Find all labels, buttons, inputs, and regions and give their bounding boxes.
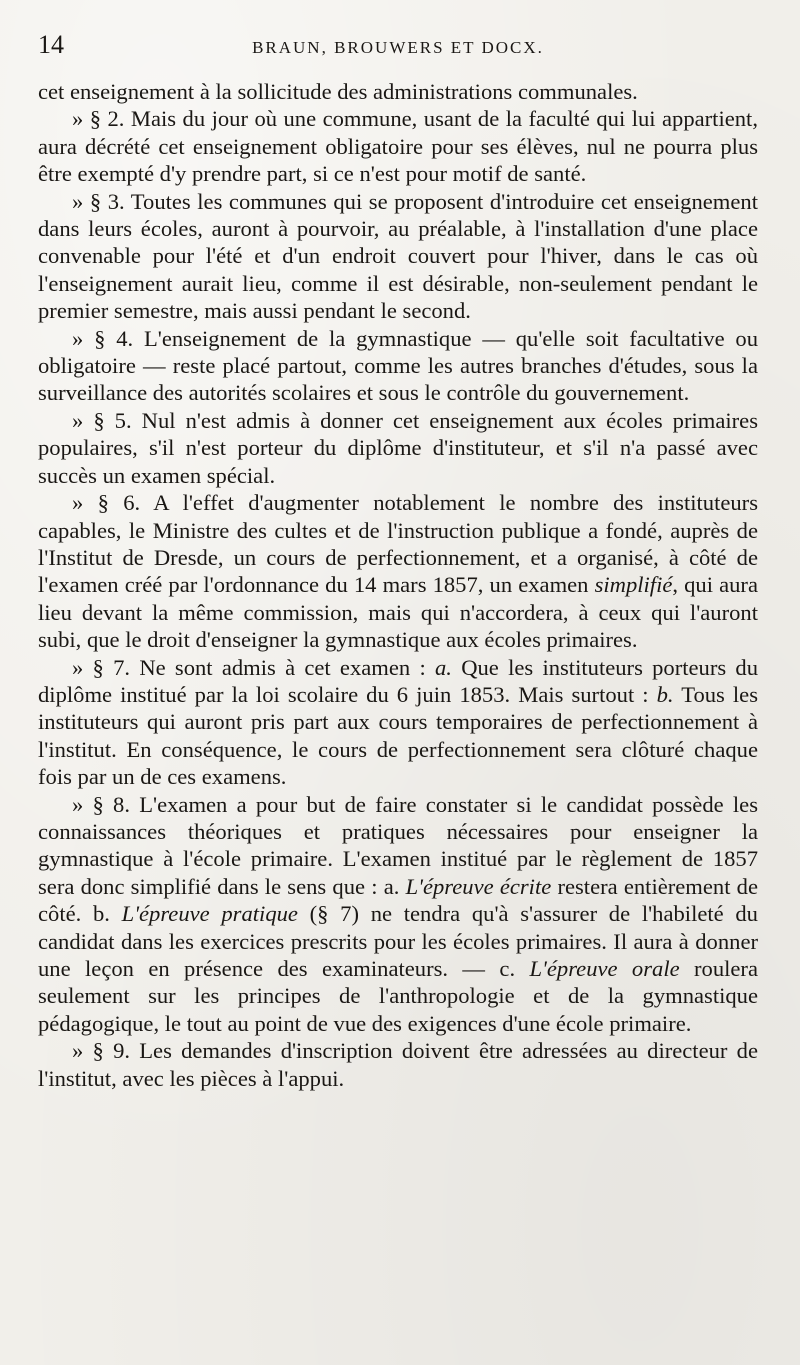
section-marker: » § 3. [72, 188, 125, 214]
paragraph-section-2 [38, 105, 758, 187]
section-marker: » § 5. [72, 407, 132, 433]
paragraph-text: Toutes les communes qui se proposent d'introduire cet enseignement dans leurs écoles, auront à pourvoir, au préalable, à l'installation d'une place convenable pour l'été et d'un endroit couvert pour l'hiver, dans le cas où l'enseignement aurait lieu, comme il est désirable, non-seulement pendant le premier semestre, mais aussi pendant le second. [38, 188, 758, 324]
paragraph-section-6 [38, 489, 758, 653]
paragraph-text: Mais du jour où une commune, usant de la faculté qui lui appartient, aura décrété cet enseignement obligatoire pour ses élèves, nul ne pourra plus être exempté d'y prendre part, si ce n'est pour motif de santé. [38, 106, 758, 187]
paragraph-text: (§ 7) ne tendra qu'à s'assurer de l'habileté du candidat dans les exercices prescrits pour les écoles primaires. Il aura à donner une leçon en présence des examinateurs. — c. [38, 901, 758, 981]
paragraph-text: Les demandes d'inscription doivent être adressées au directeur de l'institut, avec les pièces à l'appui. [38, 1038, 758, 1091]
section-marker: » § 2. [72, 106, 125, 132]
section-marker: » § 4. [72, 325, 134, 351]
italic-term: L'épreuve écrite [405, 873, 552, 899]
paragraph-section-9 [38, 1037, 758, 1092]
paragraph-text: Que les instituteurs porteurs du diplôme institué par la loi scolaire du 6 juin 1853. Mais surtout : [38, 654, 759, 707]
paragraph-text: Ne sont admis à cet examen : [130, 654, 435, 680]
italic-term: L'épreuve orale [529, 956, 680, 981]
paragraph-text: restera entièrement de côté. b. [38, 873, 758, 927]
section-marker: » § 9. [72, 1038, 131, 1064]
section-marker: » § 6. [72, 490, 141, 516]
paragraph-text: cet enseignement à la sollicitude des administrations communales. [38, 79, 638, 104]
italic-term: a. [434, 654, 452, 680]
paragraph-section-4 [38, 325, 758, 407]
paragraph-section-7 [38, 654, 758, 791]
page-number: 14 [38, 30, 64, 59]
italic-term: simplifié [594, 572, 673, 598]
italic-term: L'épreuve pratique [121, 901, 298, 927]
paragraph-text: roulera seulement sur les principes de l'anthropologie et de la gymnastique pédagogique, le tout au point de vue des exigences d'une école primaire. [38, 956, 758, 1036]
section-marker: » § 7. [72, 654, 131, 680]
paragraph-section-3 [38, 188, 758, 325]
paragraph-text: A l'effet d'augmenter notablement le nombre des instituteurs capables, le Ministre des cultes et de l'instruction publique a fondé, auprès de l'Institut de Dresde, un cours de perfectionnement, et a organisé, à côté de l'examen créé par l'ordonnance du 14 mars 1857, un examen [38, 490, 758, 598]
body-text [38, 78, 758, 1092]
paragraph-section-5 [38, 407, 758, 489]
running-title: BRAUN, BROUWERS ET DOCX. [252, 38, 544, 57]
section-marker: » § 8. [72, 791, 130, 817]
paragraph-text: , qui aura lieu devant la même commission, mais qui n'accordera, à ceux qui l'auront subi, que le droit d'enseigner la gymnastique aux écoles primaires. [38, 572, 758, 653]
paragraph-section-8 [38, 791, 758, 1038]
italic-term: b. [656, 681, 674, 707]
running-header [38, 30, 758, 70]
paragraph-continuation [38, 78, 758, 105]
paragraph-text: L'enseignement de la gymnastique — qu'elle soit facultative ou obligatoire — reste placé partout, comme les autres branches d'études, sous la surveillance des autorités scolaires et sous le contrôle du gouvernement. [38, 325, 759, 406]
paragraph-text: L'examen a pour but de faire constater si le candidat possède les connaissances théoriques et pratiques nécessaires pour enseigner la gymnastique à l'école primaire. L'examen institué par le règlement de 1857 sera donc simplifié dans le sens que : a. [38, 791, 758, 899]
paragraph-text: Tous les instituteurs qui auront pris part aux cours temporaires de perfectionnement à l'institut. En conséquence, le cours de perfectionnement sera clôturé chaque fois par un de ces examens. [38, 681, 758, 790]
paragraph-text: Nul n'est admis à donner cet enseignement aux écoles primaires populaires, s'il n'est porteur du diplôme d'instituteur, et s'il n'a passé avec succès un examen spécial. [38, 407, 758, 488]
